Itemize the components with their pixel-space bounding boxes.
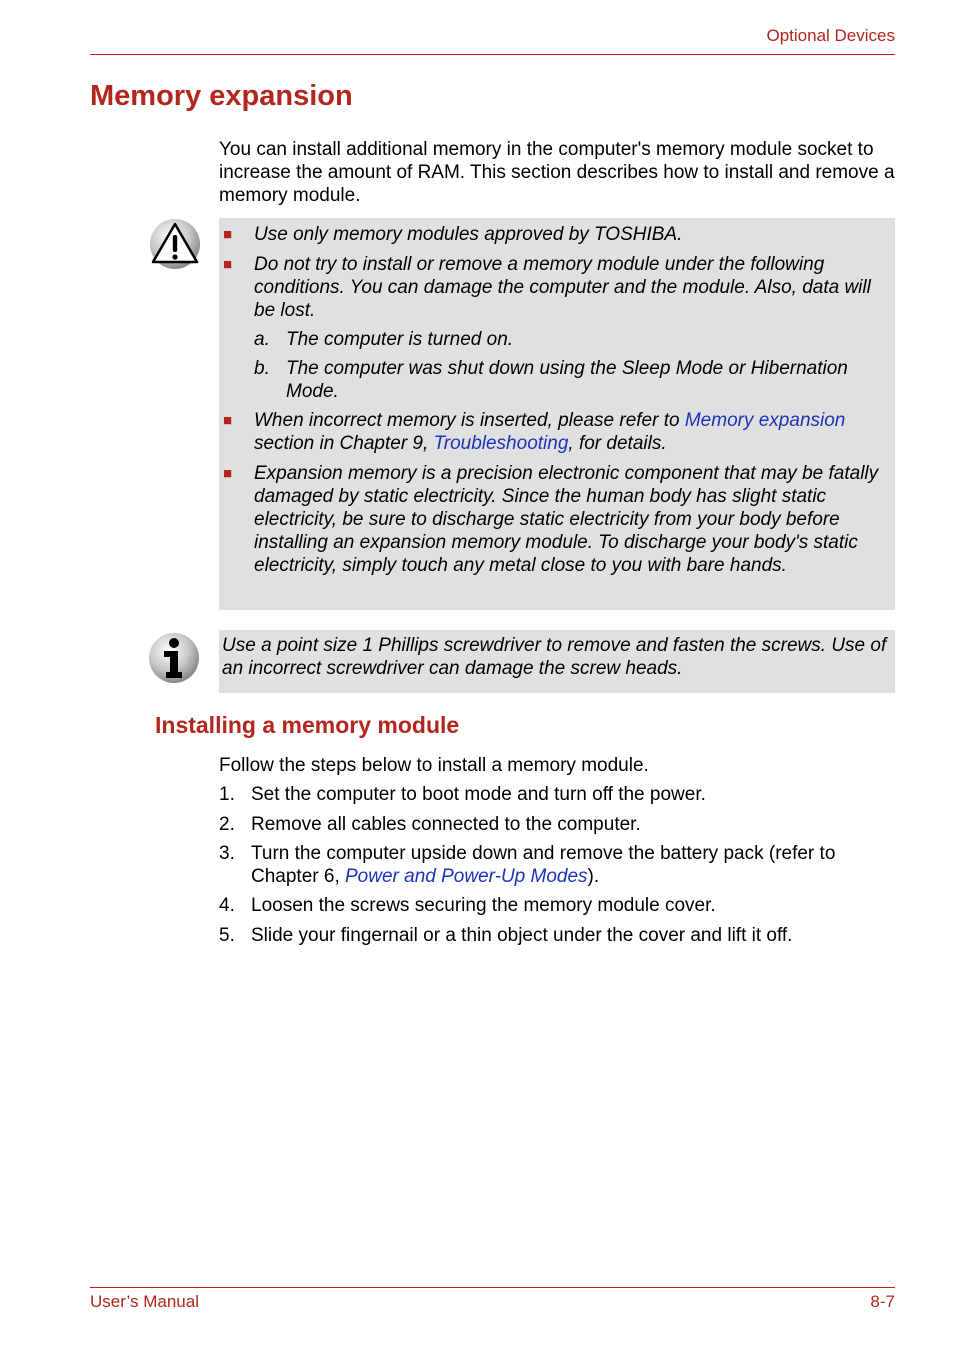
section-lead: Follow the steps below to install a memory module. <box>219 755 649 776</box>
caution-item-3-text-end: , for details. <box>568 433 667 454</box>
footer-page-number: 8-7 <box>870 1292 895 1311</box>
warning-triangle-icon <box>149 218 201 270</box>
step-number: 4. <box>219 895 235 916</box>
caution-item-3 <box>254 409 890 455</box>
step-3-text: Turn the computer upside down and remove the battery pack (refer to Chapter 6, <box>251 843 836 887</box>
caution-item-2: Do not try to install or remove a memory module under the following conditions. You can damage the computer and the module. Also, data will be lost. <box>254 254 871 321</box>
step-number: 3. <box>219 843 235 864</box>
step-text <box>251 842 895 888</box>
memory-expansion-link[interactable]: Memory expansion <box>684 410 846 431</box>
sub-item-letter: a. <box>254 329 270 350</box>
sub-item-letter: b. <box>254 358 270 379</box>
step-number: 2. <box>219 814 235 835</box>
info-icon <box>148 632 200 684</box>
caution-box <box>219 218 895 610</box>
page-title: Memory expansion <box>90 80 353 112</box>
caution-item-4: Expansion memory is a precision electronic component that may be fatally damaged by static electricity. Since the human body has slight static electricity, be sure to discharge static electricity from your body before installing an expansion memory module. To discharge your body's static electricity, simply touch any metal close to you with bare hands. <box>254 463 879 576</box>
bullet-icon: ■ <box>223 412 233 429</box>
sub-item-text: The computer is turned on. <box>286 329 514 350</box>
footer-manual-name: User’s Manual <box>90 1292 199 1311</box>
bullet-icon: ■ <box>223 465 233 482</box>
step-number: 5. <box>219 925 235 946</box>
step-text: Loosen the screws securing the memory module cover. <box>251 895 716 916</box>
section-heading: Installing a memory module <box>155 712 460 738</box>
troubleshooting-link[interactable]: Troubleshooting <box>433 433 569 454</box>
caution-item-3-text: When incorrect memory is inserted, please refer to <box>254 410 685 431</box>
step-number: 1. <box>219 784 235 805</box>
caution-item-1: Use only memory modules approved by TOSHIBA. <box>254 224 683 245</box>
note-text: Use a point size 1 Phillips screwdriver to remove and fasten the screws. Use of an incorrect screwdriver can damage the screw heads. <box>222 635 887 679</box>
bullet-icon: ■ <box>223 256 233 273</box>
step-text: Slide your fingernail or a thin object under the cover and lift it off. <box>251 925 793 946</box>
step-3-text-end: ). <box>587 866 600 887</box>
intro-paragraph: You can install additional memory in the computer's memory module socket to increase the amount of RAM. This section describes how to install and remove a memory module. <box>219 139 895 206</box>
step-text: Set the computer to boot mode and turn off the power. <box>251 784 706 805</box>
header-section-title: Optional Devices <box>766 26 895 45</box>
caution-item-3-text-mid: section in Chapter 9, <box>254 433 434 454</box>
note-box <box>219 630 895 693</box>
step-text: Remove all cables connected to the computer. <box>251 814 641 835</box>
sub-item-text: The computer was shut down using the Sleep Mode or Hibernation Mode. <box>286 358 848 402</box>
footer-rule <box>90 1287 895 1288</box>
power-modes-link[interactable]: Power and Power-Up Modes <box>345 866 588 887</box>
header-rule <box>90 54 895 55</box>
bullet-icon: ■ <box>223 226 233 243</box>
